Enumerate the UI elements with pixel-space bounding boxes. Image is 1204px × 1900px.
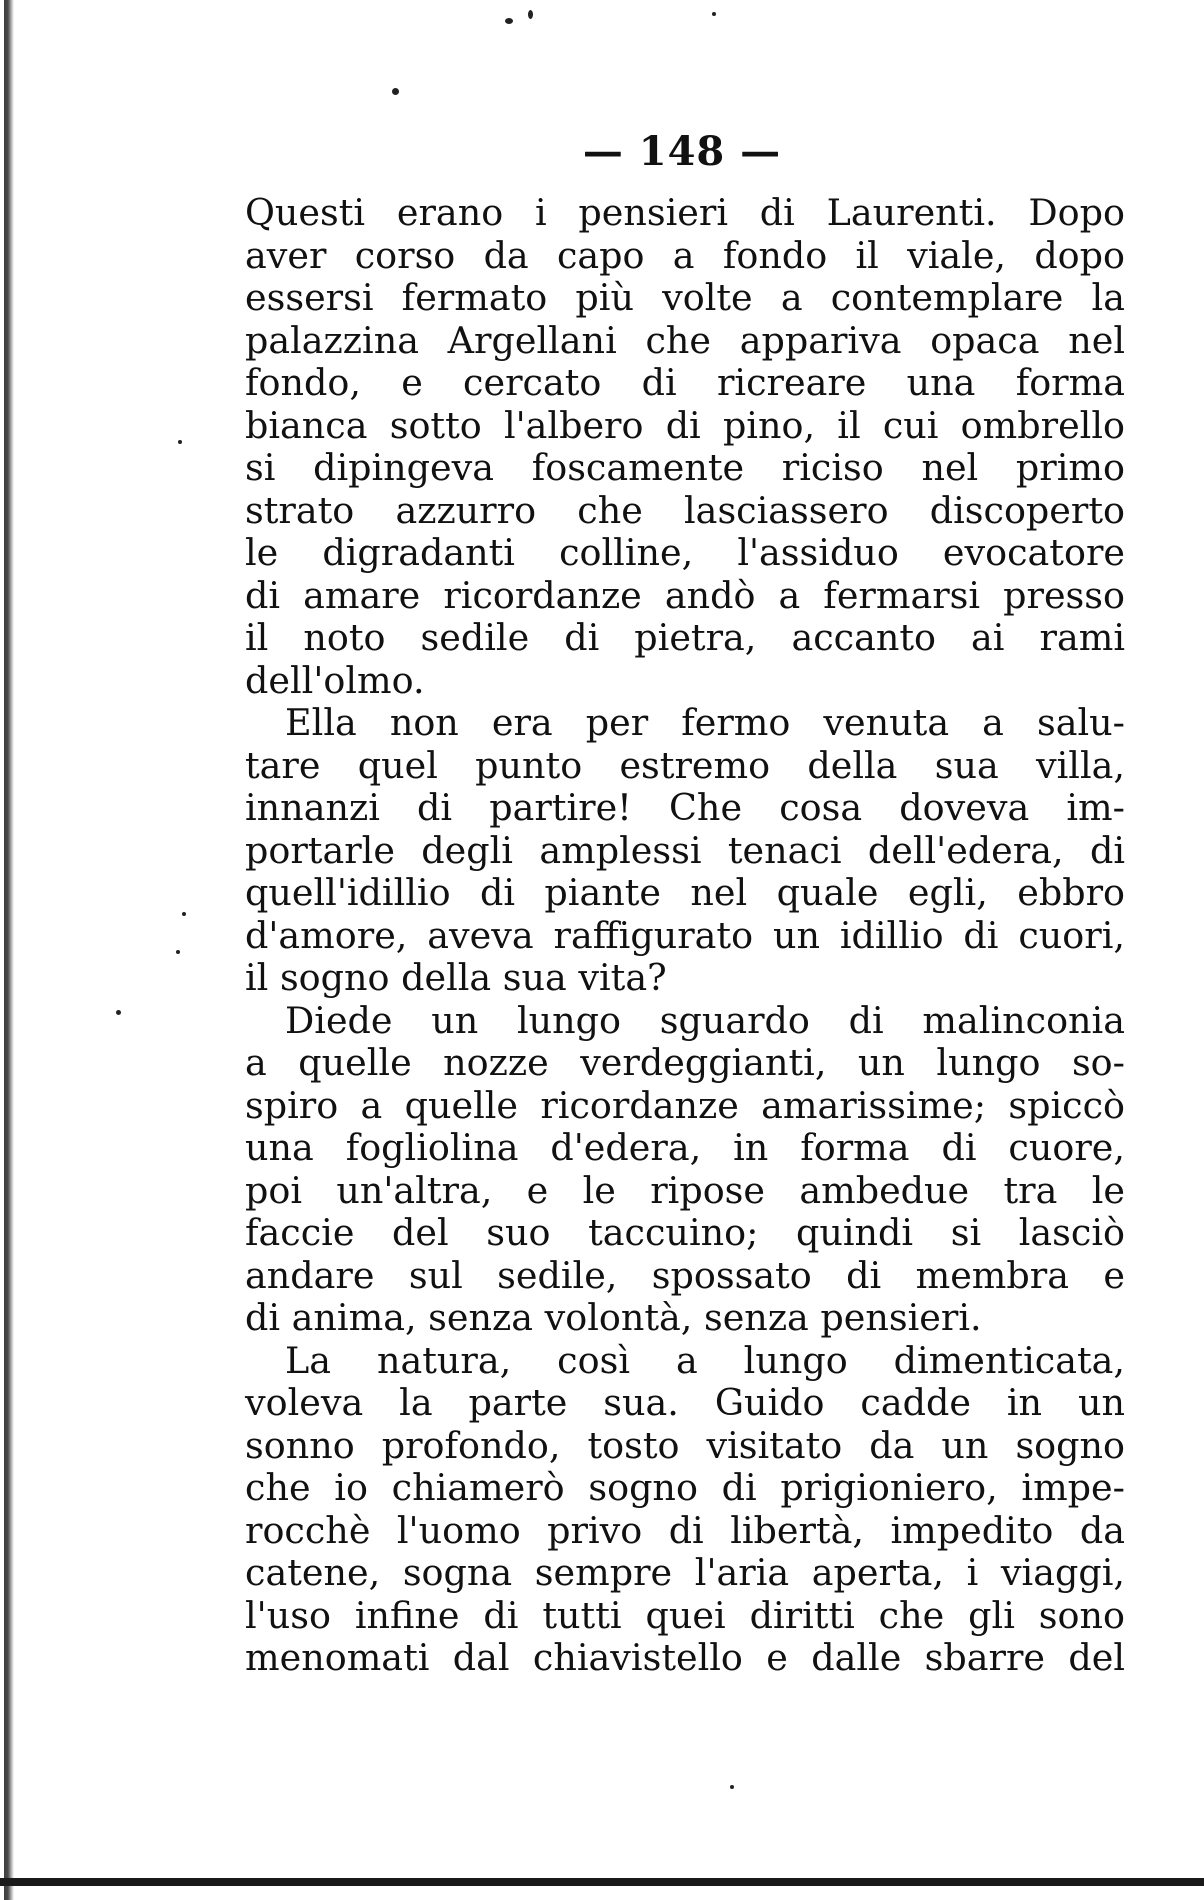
text-line: il sogno della sua vita? bbox=[245, 956, 667, 999]
text-line: il noto sedile di pietra, accanto ai rami bbox=[245, 616, 1125, 659]
text-line: si dipingeva foscamente riciso nel primo bbox=[245, 446, 1125, 489]
text-line: d'amore, aveva raffigurato un idillio di cuori, bbox=[245, 913, 1125, 957]
paragraph bbox=[245, 192, 1125, 702]
text-line: una fogliolina d'edera, in forma di cuore, bbox=[245, 1126, 1125, 1169]
text-line: di amare ricordanze andò a fermarsi presso bbox=[245, 573, 1125, 617]
text-line: voleva la parte sua. Guido cadde in un bbox=[245, 1381, 1125, 1424]
text-line: che io chiamerò sogno di prigioniero, impe- bbox=[245, 1466, 1125, 1509]
text-line: tare quel punto estremo della sua villa, bbox=[245, 743, 1125, 787]
text-line: spiro a quelle ricordanze amarissime; spiccò bbox=[245, 1083, 1125, 1127]
page-binding-edge bbox=[4, 0, 14, 1900]
text-line: strato azzurro che lasciassero discoperto bbox=[245, 488, 1125, 532]
scan-speck bbox=[178, 440, 182, 444]
scan-speck bbox=[528, 10, 533, 19]
text-line: aver corso da capo a fondo il viale, dopo bbox=[245, 233, 1125, 277]
text-line: palazzina Argellani che appariva opaca nel bbox=[245, 318, 1125, 362]
scan-speck bbox=[182, 912, 186, 916]
scan-speck bbox=[505, 18, 513, 24]
text-line: Ella non era per fermo venuta a salu- bbox=[285, 701, 1125, 744]
text-line: fondo, e cercato di ricreare una forma bbox=[245, 361, 1125, 404]
text-line: menomati dal chiavistello e dalle sbarre del bbox=[245, 1636, 1125, 1679]
text-line: Questi erano i pensieri di Laurenti. Dopo bbox=[245, 191, 1125, 234]
text-line: faccie del suo taccuino; quindi si lasciò bbox=[245, 1211, 1125, 1254]
paragraph bbox=[245, 1340, 1125, 1680]
text-line: poi un'altra, e le ripose ambedue tra le bbox=[245, 1168, 1125, 1212]
text-line: quell'idillio di piante nel quale egli, ebbro bbox=[245, 871, 1125, 914]
body-text bbox=[245, 192, 1125, 1680]
scan-speck bbox=[176, 950, 180, 954]
text-line: catene, sogna sempre l'aria aperta, i viaggi, bbox=[245, 1551, 1125, 1594]
paragraph bbox=[245, 1000, 1125, 1340]
text-line: Diede un lungo sguardo di malinconia bbox=[285, 998, 1125, 1042]
text-line: essersi fermato più volte a contemplare la bbox=[245, 276, 1125, 319]
scan-speck bbox=[712, 12, 716, 16]
text-line: l'uso infine di tutti quei diritti che gli sono bbox=[245, 1593, 1125, 1637]
text-line: le digradanti colline, l'assiduo evocatore bbox=[245, 531, 1125, 574]
text-line: rocchè l'uomo privo di libertà, impedito da bbox=[245, 1508, 1125, 1552]
text-line: La natura, così a lungo dimenticata, bbox=[285, 1338, 1125, 1382]
text-line: a quelle nozze verdeggianti, un lungo so- bbox=[245, 1041, 1125, 1084]
text-line: innanzi di partire! Che cosa doveva im- bbox=[245, 786, 1125, 829]
scan-speck bbox=[116, 1010, 121, 1015]
paragraph bbox=[245, 702, 1125, 1000]
page-number: — 148 — bbox=[582, 128, 782, 175]
text-line: di anima, senza volontà, senza pensieri. bbox=[245, 1296, 982, 1339]
scan-speck bbox=[730, 1785, 734, 1789]
text-line: sonno profondo, tosto visitato da un sogno bbox=[245, 1423, 1125, 1467]
scan-speck bbox=[392, 88, 399, 95]
page-bottom-edge bbox=[0, 1878, 1204, 1886]
text-line: bianca sotto l'albero di pino, il cui ombrello bbox=[245, 403, 1125, 447]
text-line: portarle degli amplessi tenaci dell'edera, di bbox=[245, 828, 1125, 872]
text-line: dell'olmo. bbox=[245, 658, 425, 702]
text-line: andare sul sedile, spossato di membra e bbox=[245, 1253, 1125, 1297]
